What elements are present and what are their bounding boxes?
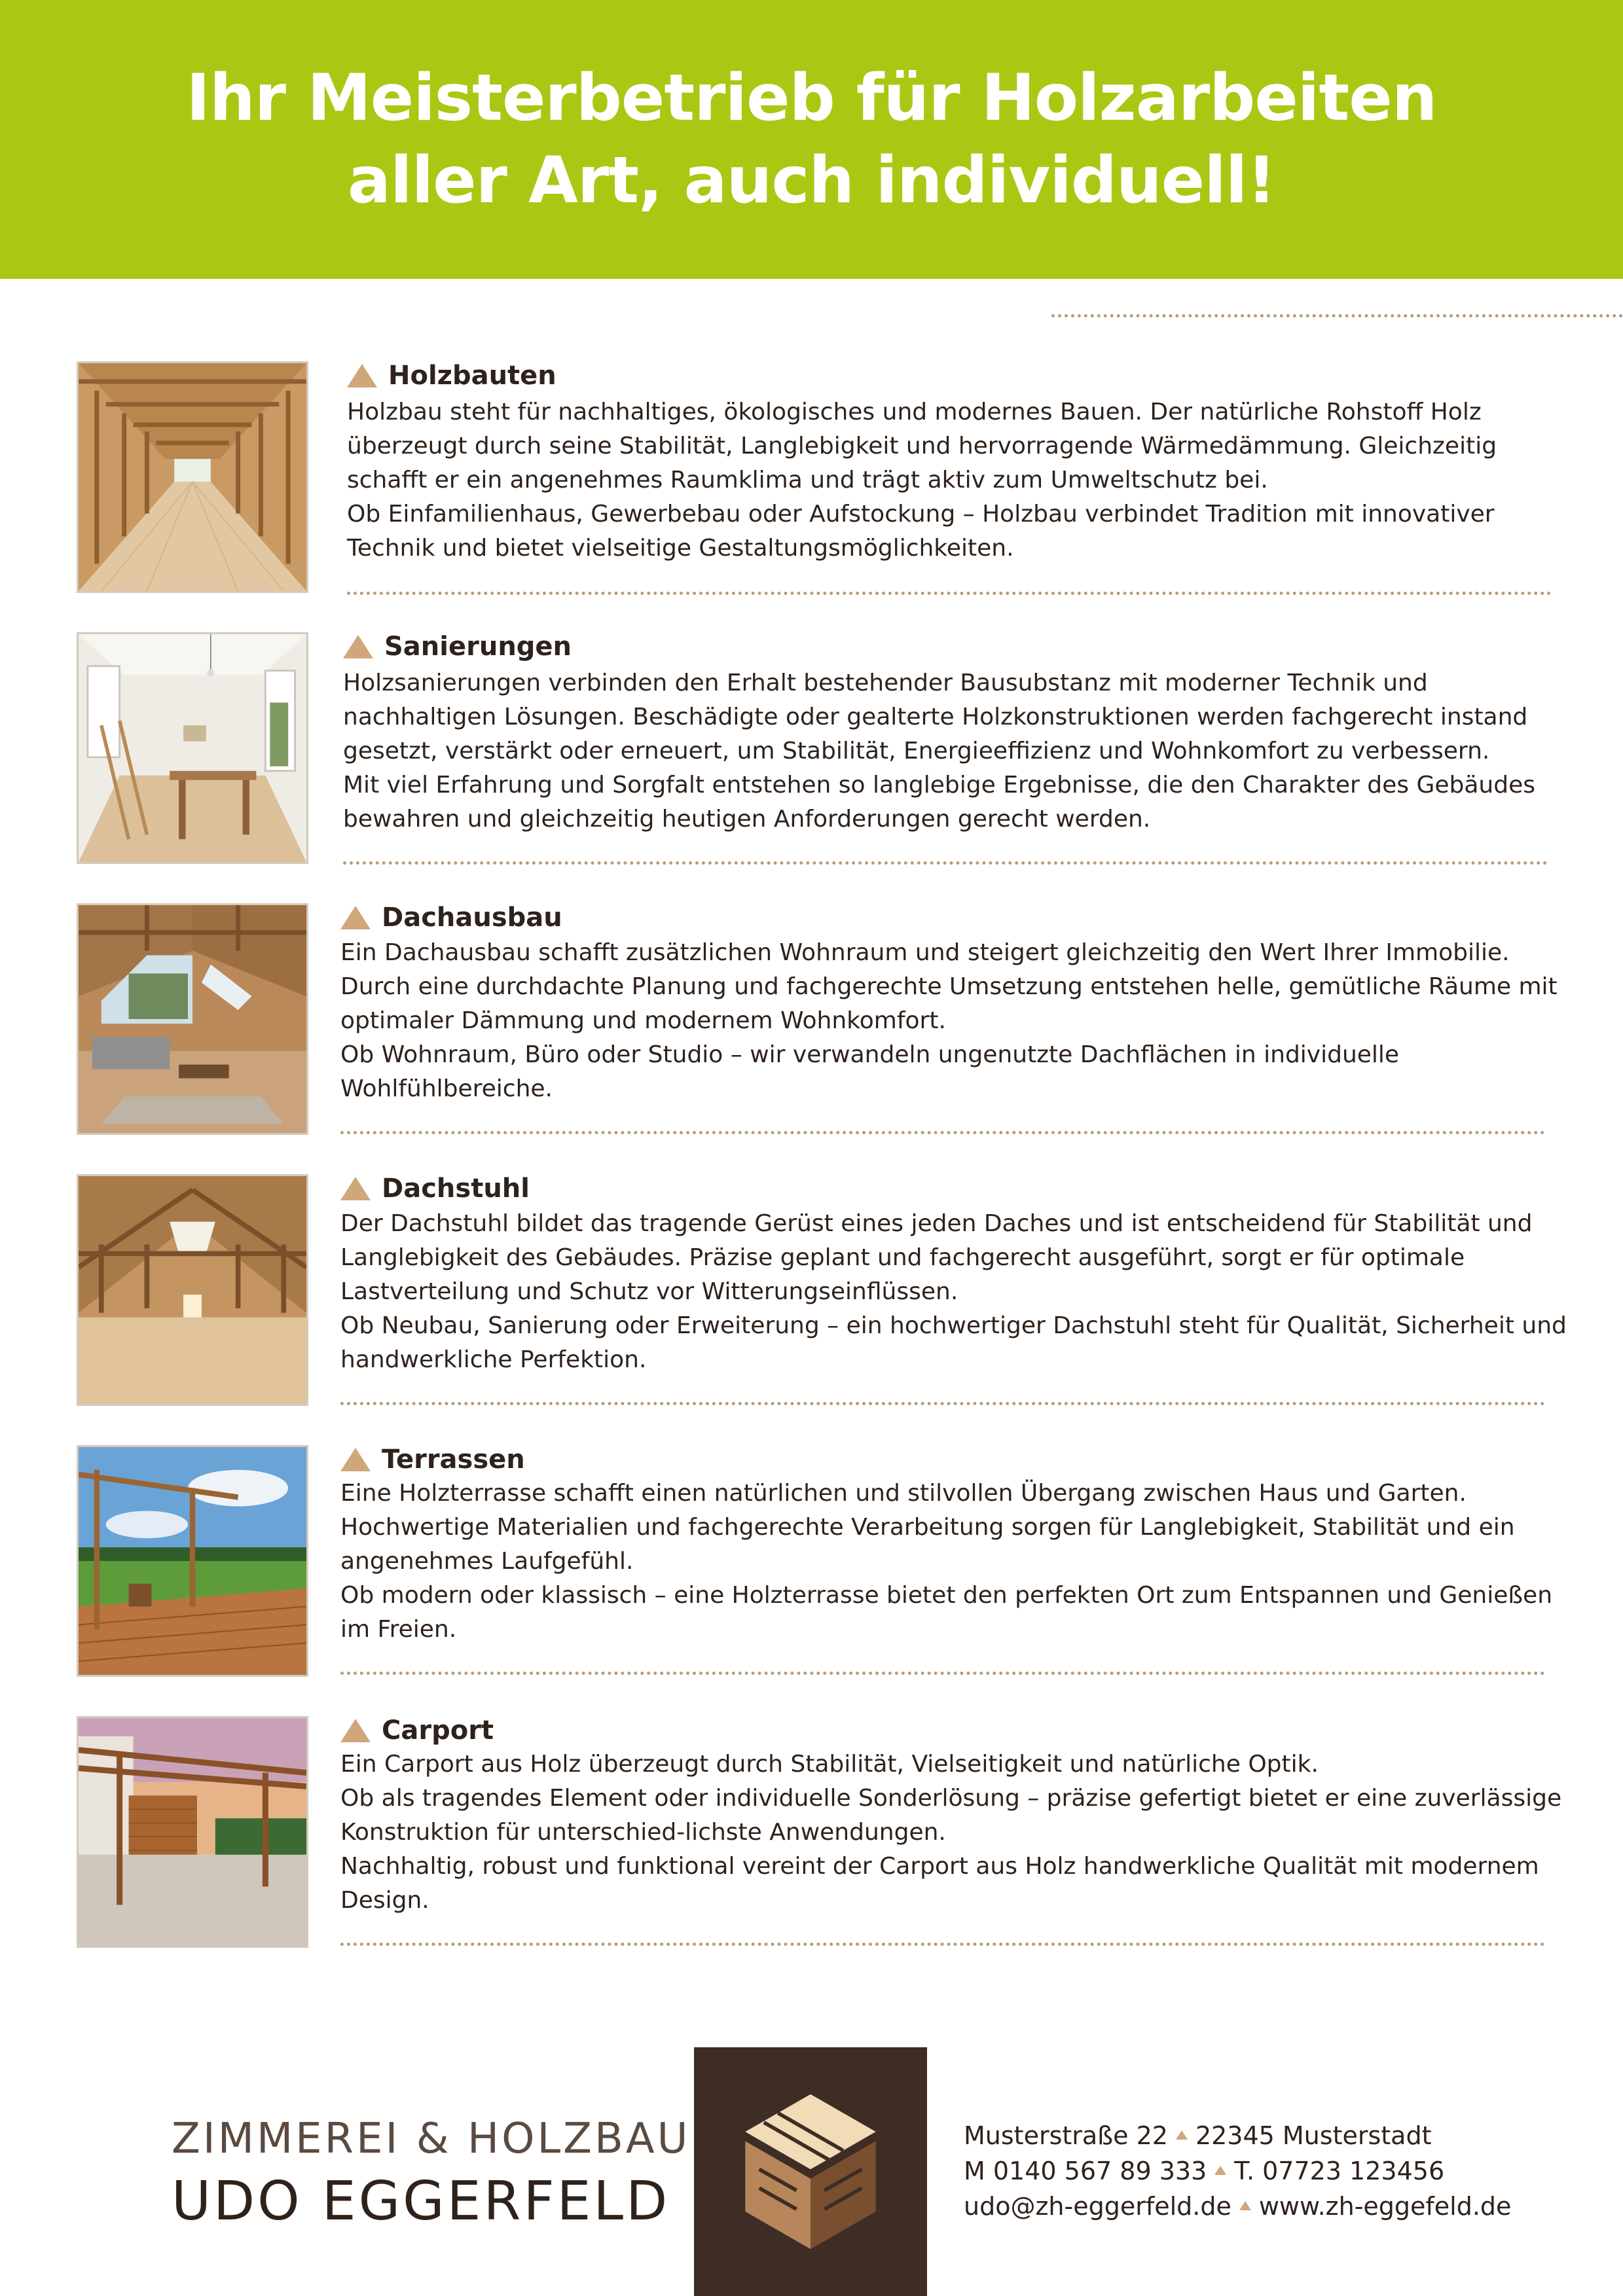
address-street: Musterstraße 22 — [964, 2121, 1168, 2150]
section-title-terrassen: Terrassen — [340, 1443, 525, 1477]
triangle-bullet-icon — [340, 906, 371, 929]
section-paragraph: Ein Dachausbau schafft zusätzlichen Wohnraum und steigert gleichzeitig den Wert Ihrer Immobilie. Durch eine durchdachte Planung und fachgerechte Umsetzung entstehen helle, gemütliche Räume mit optimaler Dämmung und modernem Wohnkomfort. — [340, 939, 1558, 1034]
section-text-carport — [340, 1748, 1571, 1918]
section-text-sanierungen — [343, 666, 1574, 836]
section-title-dachausbau: Dachausbau — [340, 901, 562, 935]
mobile-number[interactable]: M 0140 567 89 333 — [964, 2157, 1207, 2185]
triangle-bullet-icon — [343, 635, 373, 658]
section-title-holzbauten: Holzbauten — [347, 359, 556, 393]
separator-triangle-icon — [1239, 2201, 1251, 2210]
timber-frame-photo — [77, 361, 308, 593]
contact-address-row — [964, 2118, 1592, 2153]
section-paragraph: Ob Neubau, Sanierung oder Erweiterung – ein hochwertiger Dachstuhl steht für Qualität, Sicherheit und handwerkliche Perfektion. — [340, 1312, 1567, 1373]
email-link[interactable]: udo@zh-eggerfeld.de — [964, 2192, 1231, 2221]
triangle-bullet-icon — [340, 1448, 371, 1471]
section-divider — [347, 592, 1552, 595]
wooden-terrace-photo — [77, 1445, 308, 1677]
company-logo — [694, 2047, 927, 2296]
header-banner — [0, 0, 1623, 279]
company-brand — [172, 2113, 691, 2234]
triangle-bullet-icon — [340, 1719, 371, 1742]
page-title-line1: Ihr Meisterbetrieb für Holzarbeiten — [186, 61, 1437, 135]
section-title-sanierungen: Sanierungen — [343, 630, 572, 664]
section-paragraph: Holzbau steht für nachhaltiges, ökologisches und modernes Bauen. Der natürliche Rohstoff Holz überzeugt durch seine Stabilität, Langlebigkeit und hervorragende Wärmedämmung. Gleichzeitig schafft er ein angenehmes Raumklima und trägt aktiv zum Umweltschutz bei. — [347, 399, 1497, 493]
triangle-bullet-icon — [347, 364, 377, 387]
roof-truss-interior-photo — [77, 1174, 308, 1406]
page-title-line2: aller Art, auch individuell! — [347, 143, 1276, 218]
wooden-carport-photo — [77, 1716, 308, 1948]
section-paragraph: Ein Carport aus Holz überzeugt durch Stabilität, Vielseitigkeit und natürliche Optik. — [340, 1751, 1319, 1778]
separator-triangle-icon — [1214, 2166, 1226, 2175]
section-title-dachstuhl: Dachstuhl — [340, 1172, 530, 1206]
wood-logo-icon — [694, 2047, 927, 2296]
section-paragraph: Holzsanierungen verbinden den Erhalt bestehender Bausubstanz mit moderner Technik und nachhaltigen Lösungen. Beschädigte oder gealterte Holzkonstruktionen werden fachgerecht instand gesetzt, verstärkt oder erneuert, um Stabilität, Energieeffizienz und Wohnkomfort zu verbessern. — [343, 670, 1528, 764]
website-link[interactable]: www.zh-eggefeld.de — [1258, 2192, 1512, 2221]
page-title — [187, 57, 1437, 222]
contact-phone-row — [964, 2153, 1592, 2189]
brand-subtitle: ZIMMEREI & HOLZBAU — [172, 2115, 691, 2163]
section-text-dachstuhl — [340, 1207, 1571, 1377]
section-paragraph: Ob Wohnraum, Büro oder Studio – wir verwandeln ungenutzte Dachflächen in individuelle Wohlfühlbereiche. — [340, 1041, 1400, 1102]
top-divider — [1051, 314, 1623, 317]
contact-info — [964, 2118, 1592, 2224]
section-title-carport: Carport — [340, 1713, 494, 1748]
section-divider — [340, 1402, 1545, 1405]
section-divider — [340, 1131, 1545, 1134]
section-paragraph: Der Dachstuhl bildet das tragende Gerüst eines jeden Daches und ist entscheidend für Stabilität und Langlebigkeit des Gebäudes. Präzise geplant und fachgerecht ausgeführt, sorgt er für optimale Lastverteilung und Schutz vor Witterungseinflüssen. — [340, 1210, 1533, 1305]
attic-living-room-photo — [77, 903, 308, 1135]
section-divider — [343, 861, 1548, 865]
separator-triangle-icon — [1176, 2130, 1188, 2140]
renovated-room-photo — [77, 632, 308, 864]
section-paragraph: Nachhaltig, robust und funktional vereint der Carport aus Holz handwerkliche Qualität mit modernem Design. — [340, 1853, 1539, 1914]
triangle-bullet-icon — [340, 1177, 371, 1200]
section-text-holzbauten — [347, 395, 1578, 565]
section-text-terrassen — [340, 1477, 1571, 1647]
section-paragraph: Ob als tragendes Element oder individuelle Sonderlösung – präzise gefertigt bietet er eine zuverlässige Konstruktion für unterschied-lichste Anwendungen. — [340, 1785, 1562, 1846]
section-paragraph: Mit viel Erfahrung und Sorgfalt entstehen so langlebige Ergebnisse, die den Charakter des Gebäudes bewahren und gleichzeitig heutigen Anforderungen gerecht werden. — [343, 772, 1535, 833]
section-paragraph: Ob Einfamilienhaus, Gewerbebau oder Aufstockung – Holzbau verbindet Tradition mit innovativer Technik und bietet vielseitige Gestaltungsmöglichkeiten. — [347, 501, 1495, 562]
contact-web-row — [964, 2189, 1592, 2224]
section-paragraph: Ob modern oder klassisch – eine Holzterrasse bietet den perfekten Ort zum Entspannen und Genießen im Freien. — [340, 1582, 1553, 1643]
brand-name: UDO EGGERFELD — [172, 2170, 670, 2233]
section-divider — [340, 1672, 1545, 1675]
section-divider — [340, 1943, 1545, 1946]
section-text-dachausbau — [340, 936, 1571, 1106]
phone-number[interactable]: T. 07723 123456 — [1234, 2157, 1445, 2185]
section-paragraph: Eine Holzterrasse schafft einen natürlichen und stilvollen Übergang zwischen Haus und Garten. Hochwertige Materialien und fachgerechte Verarbeitung sorgen für Langlebigkeit, Stabilität und ein angenehmes Laufgefühl. — [340, 1480, 1515, 1575]
address-city: 22345 Musterstadt — [1195, 2121, 1432, 2150]
